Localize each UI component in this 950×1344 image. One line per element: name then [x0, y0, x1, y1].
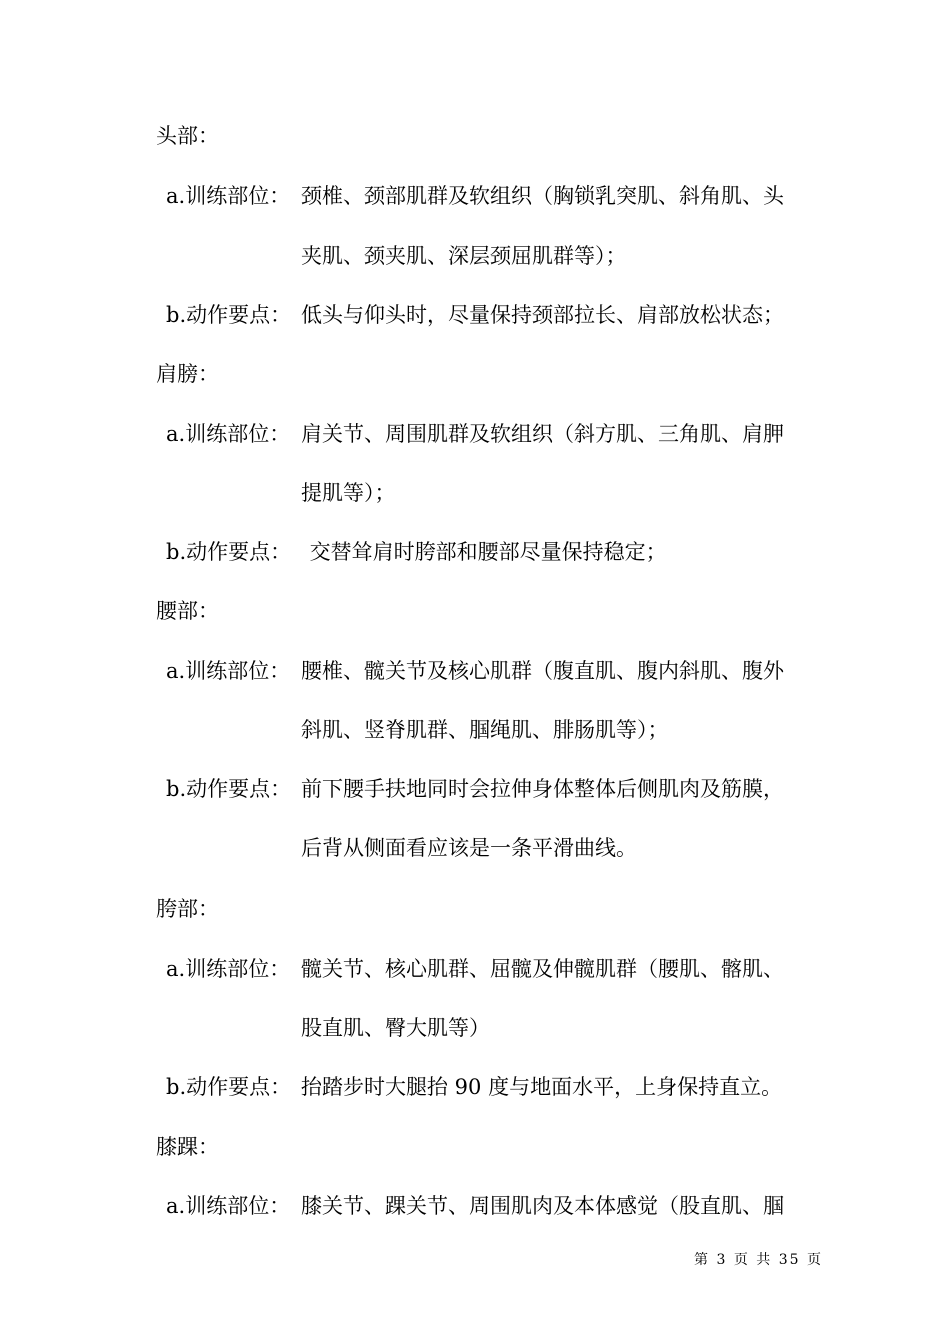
item-text-a: 腰椎、髋关节及核心肌群（腹直肌、腹内斜肌、腹外: [301, 659, 784, 683]
item-text-b-continued: 后背从侧面看应该是一条平滑曲线。: [301, 836, 637, 860]
section-heading-head: 头部：: [156, 124, 219, 148]
item-label-b: b.动作要点：: [166, 303, 292, 327]
item-text-a-continued: 夹肌、颈夹肌、深层颈屈肌群等）；: [301, 244, 627, 268]
footer-middle: 页 共: [733, 1252, 773, 1268]
item-text-b: 低头与仰头时，尽量保持颈部拉长、肩部放松状态；: [301, 303, 784, 327]
section-heading-knee-ankle: 膝踝：: [156, 1135, 219, 1159]
section-heading-hip: 胯部：: [156, 897, 219, 921]
section-heading-waist: 腰部：: [156, 599, 219, 623]
item-label-b: b.动作要点：: [166, 777, 292, 801]
total-page-count: 35: [778, 1252, 801, 1268]
footer-suffix: 页: [807, 1252, 824, 1268]
item-label-a: a.训练部位：: [166, 957, 291, 981]
page-number-footer: [694, 1250, 823, 1270]
item-text-a-continued: 股直肌、臀大肌等）: [301, 1016, 490, 1040]
item-text-a: 肩关节、周围肌群及软组织（斜方肌、三角肌、肩胛: [301, 422, 784, 446]
item-text-a: 髋关节、核心肌群、屈髋及伸髋肌群（腰肌、髂肌、: [301, 957, 784, 981]
item-label-a: a.训练部位：: [166, 1194, 291, 1218]
item-text-b: 交替耸肩时胯部和腰部尽量保持稳定；: [303, 540, 667, 564]
item-text-a: 膝关节、踝关节、周围肌肉及本体感觉（股直肌、腘: [301, 1194, 784, 1218]
item-text-a-continued: 斜肌、竖脊肌群、腘绳肌、腓肠肌等）；: [301, 718, 669, 742]
item-text-a-continued: 提肌等）；: [301, 481, 396, 505]
item-label-a: a.训练部位：: [166, 422, 291, 446]
item-label-b: b.动作要点：: [166, 1075, 292, 1099]
item-label-a: a.训练部位：: [166, 184, 291, 208]
footer-prefix: 第: [694, 1252, 710, 1268]
current-page-number: 3: [716, 1252, 728, 1268]
item-label-b: b.动作要点：: [166, 540, 292, 564]
item-label-a: a.训练部位：: [166, 659, 291, 683]
section-heading-shoulder: 肩膀：: [156, 362, 219, 386]
item-text-a: 颈椎、颈部肌群及软组织（胸锁乳突肌、斜角肌、头: [301, 184, 784, 208]
item-text-b: 抬踏步时大腿抬 90 度与地面水平，上身保持直立。: [301, 1075, 783, 1099]
item-text-b: 前下腰手扶地同时会拉伸身体整体后侧肌肉及筋膜，: [301, 777, 784, 801]
